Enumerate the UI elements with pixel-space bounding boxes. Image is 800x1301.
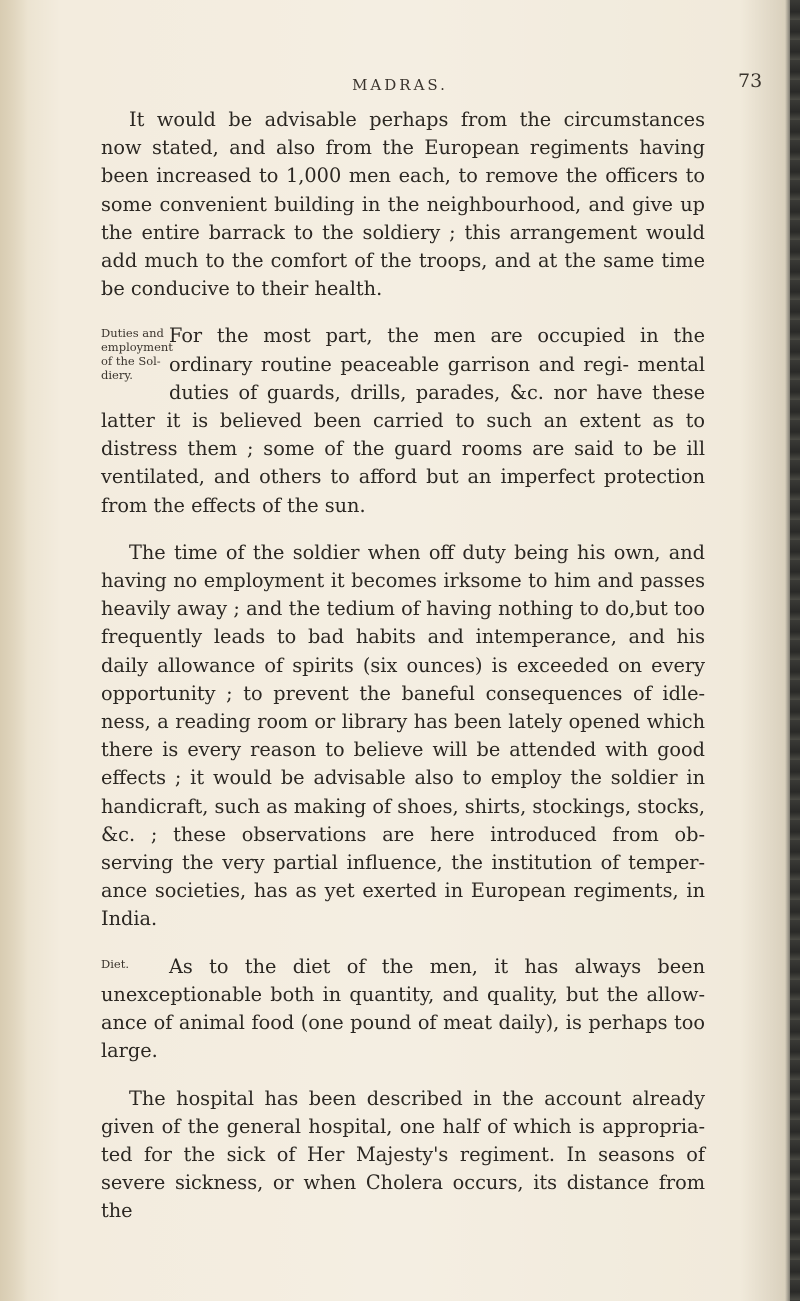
- paragraph-hospital: The hospital has been described in the account already given of the general hospital, one half of which is appropria- ted for the sick of Her Majesty's regiment. In seasons of severe sickness, or when Cholera occurs, its distance from the: [101, 1086, 705, 1223]
- marginal-note-diet: Diet.: [101, 956, 129, 971]
- paragraph-diet: As to the diet of the men, it has always been unexceptionable both in quantity, and quality, but the allow- ance of animal food (one pound of meat daily), is perhaps too large.: [101, 954, 705, 1063]
- page-gutter: [0, 0, 28, 1301]
- paragraph-duties: For the most part, the men are occupied in the ordinary routine peaceable garrison and regi- mental duties of guards, drills, parades, &c. nor have these latter it is believed been carried to such an extent as to distress them ; some of the guard rooms are said to be ill ventilated, and others to afford but an imperfect protection from the effects of the sun.: [101, 324, 705, 517]
- page-number: 73: [738, 70, 763, 92]
- running-title: MADRAS.: [352, 76, 448, 94]
- paragraph-barrack: It would be advisable perhaps from the circumstances now stated, and also from the European regiments having been increased to 1,000 men each, to remove the officers to some convenient building in the neighbourhood, and give up the entire barrack to the soldiery ; this arrangement would add much to the comfort of the troops, and at the same time be conducive to their health.: [101, 108, 705, 301]
- paragraph-diet-block: [101, 953, 705, 1066]
- page-body: [101, 106, 705, 1245]
- paragraph-duties-block: [101, 322, 705, 519]
- marginal-note-duties: Duties and employment of the Sol- diery.: [101, 326, 173, 383]
- paragraph-leisure: The time of the soldier when off duty being his own, and having no employment it becomes irksome to him and passes heavily away ; and the tedium of having nothing to do,but too frequently leads to bad habits and intemperance, and his daily allowance of spirits (six ounces) is exceeded on every opportunity ; to prevent the baneful consequences of idle- ness, a reading room or library has been lately opened which there is every reason to believe will be attended with good effects ; it would be advisable also to employ the soldier in handicraft, such as making of shoes, shirts, stockings, stocks, &c. ; these observations are here introduced from ob- serving the very partial influence, the institution of temper- ance societies, has as yet exerted in European regiments, in India.: [101, 540, 705, 931]
- book-spine-edge: [790, 0, 800, 1301]
